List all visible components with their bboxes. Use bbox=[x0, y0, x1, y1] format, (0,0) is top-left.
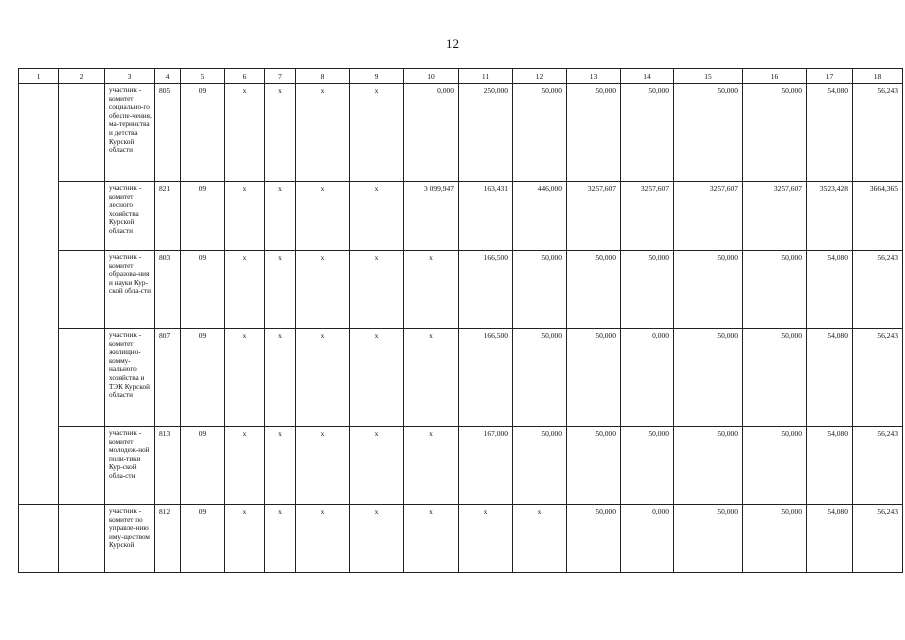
x-cell: х bbox=[404, 505, 459, 573]
x-cell: х bbox=[225, 182, 265, 251]
x-cell: х bbox=[296, 182, 350, 251]
value-cell: 50,000 bbox=[743, 427, 807, 505]
x-cell: х bbox=[265, 329, 296, 427]
x-cell: х bbox=[265, 251, 296, 329]
column-header: 15 bbox=[674, 69, 743, 84]
value-cell: 167,000 bbox=[459, 427, 513, 505]
budget-table bbox=[18, 68, 903, 573]
value-cell: 0,000 bbox=[621, 505, 674, 573]
participant-desc: участник - комитет по управле-нию иму-ществом Курской bbox=[105, 505, 155, 573]
value-cell: 50,000 bbox=[567, 84, 621, 182]
col1-cell bbox=[19, 505, 59, 573]
value-cell: 50,000 bbox=[621, 84, 674, 182]
value-cell: 3664,365 bbox=[853, 182, 903, 251]
column-header: 6 bbox=[225, 69, 265, 84]
value-cell: 3 099,947 bbox=[404, 182, 459, 251]
value-cell: 166,500 bbox=[459, 251, 513, 329]
table-row bbox=[19, 182, 903, 251]
x-cell: х bbox=[265, 182, 296, 251]
x-cell: х bbox=[513, 505, 567, 573]
participant-desc: участник - комитет образова-ния и науки Кур-ской обла-сти bbox=[105, 251, 155, 329]
code-cell: 821 bbox=[155, 182, 181, 251]
column-header: 1 bbox=[19, 69, 59, 84]
section-cell: 09 bbox=[181, 251, 225, 329]
col2-cell bbox=[59, 427, 105, 505]
x-cell: х bbox=[225, 329, 265, 427]
value-cell: 56,243 bbox=[853, 329, 903, 427]
column-header: 2 bbox=[59, 69, 105, 84]
value-cell: 50,000 bbox=[743, 84, 807, 182]
value-cell: 50,000 bbox=[567, 505, 621, 573]
column-header: 11 bbox=[459, 69, 513, 84]
table-row bbox=[19, 251, 903, 329]
value-cell: 3257,607 bbox=[567, 182, 621, 251]
column-header: 5 bbox=[181, 69, 225, 84]
value-cell: 3257,607 bbox=[743, 182, 807, 251]
value-cell: 0,000 bbox=[621, 329, 674, 427]
x-cell: х bbox=[459, 505, 513, 573]
participant-desc: участник - комитет жилищно-комму-нального хозяйства и ТЭК Курской области bbox=[105, 329, 155, 427]
column-header: 13 bbox=[567, 69, 621, 84]
value-cell: 50,000 bbox=[621, 251, 674, 329]
value-cell: 3523,428 bbox=[807, 182, 853, 251]
column-header: 8 bbox=[296, 69, 350, 84]
x-cell: х bbox=[296, 427, 350, 505]
section-cell: 09 bbox=[181, 182, 225, 251]
column-header: 14 bbox=[621, 69, 674, 84]
x-cell: х bbox=[296, 251, 350, 329]
code-cell: 813 bbox=[155, 427, 181, 505]
x-cell: х bbox=[225, 84, 265, 182]
value-cell: 50,000 bbox=[513, 329, 567, 427]
column-header: 10 bbox=[404, 69, 459, 84]
value-cell: 3257,607 bbox=[621, 182, 674, 251]
x-cell: х bbox=[225, 505, 265, 573]
x-cell: х bbox=[296, 84, 350, 182]
value-cell: 250,000 bbox=[459, 84, 513, 182]
x-cell: х bbox=[225, 427, 265, 505]
value-cell: 56,243 bbox=[853, 84, 903, 182]
header-row bbox=[19, 69, 903, 84]
value-cell: 50,000 bbox=[567, 329, 621, 427]
x-cell: х bbox=[225, 251, 265, 329]
value-cell: 50,000 bbox=[513, 84, 567, 182]
participant-desc: участник - комитет лесного хозяйства Курской области bbox=[105, 182, 155, 251]
column-header: 16 bbox=[743, 69, 807, 84]
value-cell: 50,000 bbox=[674, 84, 743, 182]
table-row bbox=[19, 505, 903, 573]
value-cell: 0,000 bbox=[404, 84, 459, 182]
section-cell: 09 bbox=[181, 84, 225, 182]
x-cell: х bbox=[404, 329, 459, 427]
participant-desc: участник - комитет социально-го обеспе-чения, ма-теринства и детства Курской области bbox=[105, 84, 155, 182]
value-cell: 50,000 bbox=[674, 505, 743, 573]
participant-desc: участник - комитет молодеж-ной поли-тики Кур-ской обла-сти bbox=[105, 427, 155, 505]
value-cell: 3257,607 bbox=[674, 182, 743, 251]
section-cell: 09 bbox=[181, 505, 225, 573]
value-cell: 56,243 bbox=[853, 251, 903, 329]
column-header: 7 bbox=[265, 69, 296, 84]
column-header: 9 bbox=[350, 69, 404, 84]
x-cell: х bbox=[404, 427, 459, 505]
x-cell: х bbox=[265, 427, 296, 505]
column-header: 3 bbox=[105, 69, 155, 84]
value-cell: 54,080 bbox=[807, 505, 853, 573]
value-cell: 50,000 bbox=[567, 427, 621, 505]
section-cell: 09 bbox=[181, 427, 225, 505]
section-cell: 09 bbox=[181, 329, 225, 427]
column-header: 4 bbox=[155, 69, 181, 84]
col2-cell bbox=[59, 251, 105, 329]
value-cell: 54,080 bbox=[807, 84, 853, 182]
column-header: 17 bbox=[807, 69, 853, 84]
value-cell: 54,080 bbox=[807, 251, 853, 329]
x-cell: х bbox=[350, 427, 404, 505]
value-cell: 446,000 bbox=[513, 182, 567, 251]
table-row bbox=[19, 329, 903, 427]
value-cell: 50,000 bbox=[743, 505, 807, 573]
value-cell: 54,080 bbox=[807, 329, 853, 427]
value-cell: 166,500 bbox=[459, 329, 513, 427]
value-cell: 163,431 bbox=[459, 182, 513, 251]
table-row bbox=[19, 84, 903, 182]
x-cell: х bbox=[350, 251, 404, 329]
value-cell: 50,000 bbox=[513, 251, 567, 329]
code-cell: 812 bbox=[155, 505, 181, 573]
code-cell: 805 bbox=[155, 84, 181, 182]
value-cell: 54,080 bbox=[807, 427, 853, 505]
x-cell: х bbox=[350, 505, 404, 573]
x-cell: х bbox=[350, 182, 404, 251]
col2-cell bbox=[59, 505, 105, 573]
value-cell: 50,000 bbox=[567, 251, 621, 329]
col2-cell bbox=[59, 182, 105, 251]
x-cell: х bbox=[350, 84, 404, 182]
value-cell: 50,000 bbox=[513, 427, 567, 505]
table-row bbox=[19, 427, 903, 505]
code-cell: 807 bbox=[155, 329, 181, 427]
column-header: 12 bbox=[513, 69, 567, 84]
x-cell: х bbox=[265, 84, 296, 182]
x-cell: х bbox=[296, 329, 350, 427]
value-cell: 50,000 bbox=[674, 251, 743, 329]
page-number: 12 bbox=[446, 36, 459, 51]
value-cell: 50,000 bbox=[743, 251, 807, 329]
x-cell: х bbox=[296, 505, 350, 573]
value-cell: 56,243 bbox=[853, 505, 903, 573]
col2-cell bbox=[59, 329, 105, 427]
value-cell: 50,000 bbox=[621, 427, 674, 505]
value-cell: 50,000 bbox=[674, 329, 743, 427]
value-cell: 50,000 bbox=[743, 329, 807, 427]
x-cell: х bbox=[404, 251, 459, 329]
column-header: 18 bbox=[853, 69, 903, 84]
value-cell: 56,243 bbox=[853, 427, 903, 505]
x-cell: х bbox=[265, 505, 296, 573]
value-cell: 50,000 bbox=[674, 427, 743, 505]
col1-cell bbox=[19, 84, 59, 505]
col2-cell bbox=[59, 84, 105, 182]
code-cell: 803 bbox=[155, 251, 181, 329]
x-cell: х bbox=[350, 329, 404, 427]
